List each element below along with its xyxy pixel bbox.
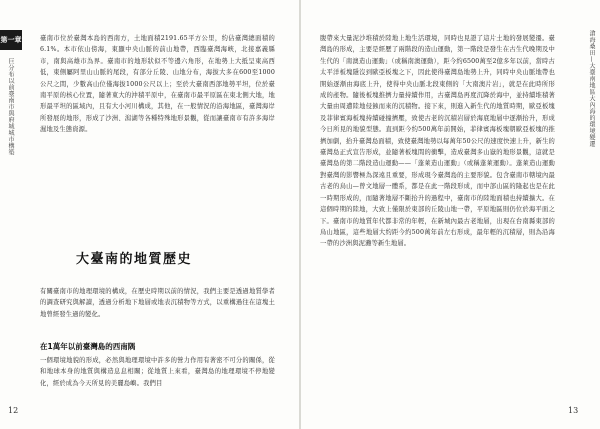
right-paragraph: 腹帶來大量泥沙堆積於陸地上地生活環境，同時也見證了這片土地的發展變遷。臺灣島的形成，主要是經歷了兩階段的造山運動，第一階段是發生在古生代晚期及中生代的「南澳造山運動」（或稱南澳運動），距今約6500萬至2億多年以前，當時古太平洋板塊隱沒到歐亞板塊之下，因此使得臺灣島地勢上升，同時中央山脈地帶也開始逐漸由海底上升，使得中央山脈北段東側的「大南澳片岩」，就是在此時所形成的產物。隨後板塊推擠力量持續作用，古臺灣島再度沉降於海中，並持續堆積著大量由周遭陸地侵蝕而來的沉積物。接下來，則進入新生代的地質時期，歐亞板塊及菲律賓海板塊持續碰撞擠壓，致使古老的沉積岩層於海底地層中逐漸抬升，形成今日所見的地貌型態。直到距今約500萬年前開始，菲律賓海板塊朝歐亞板塊的推擠加劇，抬升臺灣島面積，致使臺灣地勢以每萬年50公尺的速度快速上升，新生的臺灣島正式宣告形成，並隨著板塊間的衝擊，造成臺灣多山嶽的地形景觀，這就是臺灣島的第二階段造山運動——「蓬萊造山運動」（或稱蓬萊運動）。蓬萊造山運動對臺灣的影響極為深遠且重要，形成現今臺灣島的主要形貌。包含臺南市轄境內最古老的烏山—曾文地層一體系，都是在此一階段形成，而中部山區的隆起也是在此一時期形成的，而隨著地層不斷抬升的過程中，臺南市的陸地面積也持續擴大。在這個時期的陸地，大致上僅限於東部的丘陵山地一帶，平原地區則仍位於海平面之下。臺南市的地質年代都非常的年輕，在新城內最古老地層，出現在台南縣東部的烏山地區，這些地層大約距今約500萬年前左右形成，最年輕的沉積層，則為沿海一帶的沙洲與泥灘等新生地層。	[320, 35, 555, 248]
subheading: 在1萬年以前臺灣島的西南隅	[40, 342, 136, 351]
left-paragraph-1: 臺南市位於臺灣本島的西南方，土地面積2191.65平方公里，約佔臺灣總面積的6.1%。本市依山傍海，東顯中央山脈的前山地帶，西臨臺灣海峽，北接嘉義縣市，南與高雄市為界。臺南市的地形狀似不等邊六角形，在地勢上大抵呈東高西低，東側屬阿里山山脈的尾段，有部分丘陵、山地分布，海拔大多在600至1000公尺之間，少數高山位僅海拔1000公尺以上；至於大臺南西部地勢平坦，位於臺南平原的核心位置，隨著東大的沖積平原中，在臺南市最平原區在東北側大地，地形最平坦的區域內，且有大小河川構成，其他，在一般情況的沿海地區，臺灣海岸所發展的地形，形成了沙洲、潟湖等各種特殊地形景觀，從而讓臺南市有許多海岸濕地及生態資源。	[40, 35, 275, 134]
right-running-title: 滄海桑田—大臺南地區大內海的環境變遷	[588, 30, 595, 147]
chapter-tab: 第一章	[0, 30, 22, 50]
page-number-right: 13	[568, 406, 579, 415]
section-title: 大臺南的地質歷史	[76, 252, 193, 267]
left-paragraph-3: 一個環境地貌的形成，必然與地理環境中許多的營力作用有著密不可分的關係，從和地球本身的地質與構造息息相關；從地質上來看，臺灣島的地理環境不停地變化，經於成為今天所見的美麗島嶼。我們目	[40, 357, 275, 387]
left-running-title: 巨分布以前臺南市與府城城市構築	[7, 58, 14, 156]
right-page	[300, 0, 600, 429]
left-paragraph-2: 有關臺南市的地理環境的構成，在歷史時期以前的情況，我們主要是透過地質學者的調查研究與解讀，透過分析地下地層或地表沉積物等方式，以重構過往在這塊土地曾經發生過的變化。	[40, 288, 275, 318]
page-number-left: 12	[8, 406, 19, 415]
